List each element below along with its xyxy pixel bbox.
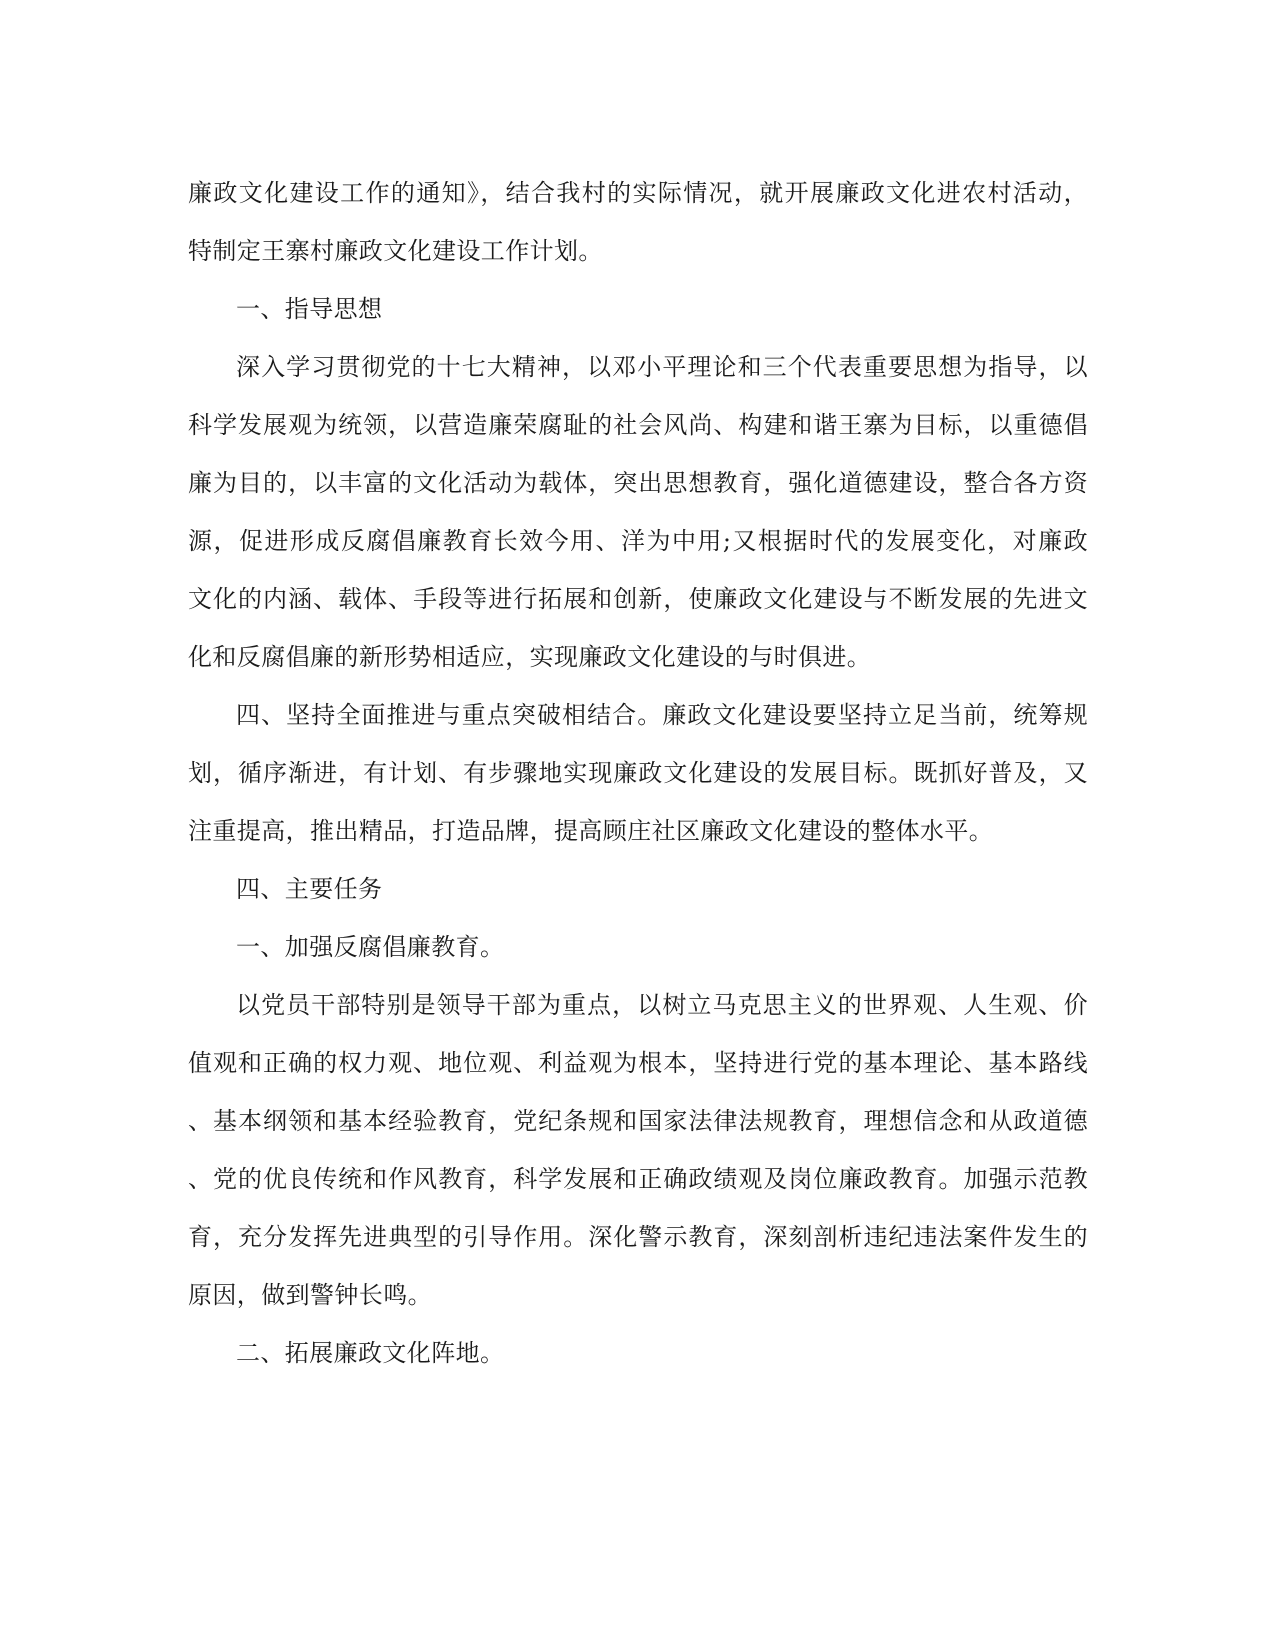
text-line-16: 值观和正确的权力观、地位观、利益观为根本，坚持进行党的基本理论、基本路线 [188, 1049, 1088, 1077]
text-line-9: 化和反腐倡廉的新形势相适应，实现廉政文化建设的与时俱进。 [188, 643, 872, 671]
text-line-11: 划，循序渐进，有计划、有步骤地实现廉政文化建设的发展目标。既抓好普及，又 [188, 759, 1088, 787]
document-page [188, 164, 1088, 1382]
text-line-10: 四、坚持全面推进与重点突破相结合。廉政文化建设要坚持立足当前，统筹规 [236, 701, 1088, 729]
text-line-8: 文化的内涵、载体、手段等进行拓展和创新，使廉政文化建设与不断发展的先进文 [188, 585, 1088, 613]
section-heading-guiding-thought: 一、指导思想 [236, 295, 383, 323]
subheading-expand-positions: 二、拓展廉政文化阵地。 [236, 1339, 505, 1367]
text-line-7: 源，促进形成反腐倡廉教育长效今用、洋为中用;又根据时代的发展变化，对廉政 [188, 527, 1088, 555]
text-line-20: 原因，做到警钟长鸣。 [188, 1281, 432, 1309]
text-line-17: 、基本纲领和基本经验教育，党纪条规和国家法律法规教育，理想信念和从政道德 [188, 1107, 1088, 1135]
text-line-5: 科学发展观为统领，以营造廉荣腐耻的社会风尚、构建和谐王寨为目标，以重德倡 [188, 411, 1088, 439]
text-line-15: 以党员干部特别是领导干部为重点，以树立马克思主义的世界观、人生观、价 [236, 991, 1088, 1019]
text-line-6: 廉为目的，以丰富的文化活动为载体，突出思想教育，强化道德建设，整合各方资 [188, 469, 1088, 497]
text-line-12: 注重提高，推出精品，打造品牌，提高顾庄社区廉政文化建设的整体水平。 [188, 817, 994, 845]
text-line-18: 、党的优良传统和作风教育，科学发展和正确政绩观及岗位廉政教育。加强示范教 [188, 1165, 1088, 1193]
section-heading-main-tasks: 四、主要任务 [236, 875, 383, 903]
text-line-19: 育，充分发挥先进典型的引导作用。深化警示教育，深刻剖析违纪违法案件发生的 [188, 1223, 1088, 1251]
text-line-4: 深入学习贯彻党的十七大精神，以邓小平理论和三个代表重要思想为指导，以 [236, 353, 1088, 381]
text-line-1: 廉政文化建设工作的通知》，结合我村的实际情况，就开展廉政文化进农村活动， [188, 179, 1088, 207]
subheading-anti-corruption-education: 一、加强反腐倡廉教育。 [236, 933, 505, 961]
text-line-2: 特制定王寨村廉政文化建设工作计划。 [188, 237, 603, 265]
